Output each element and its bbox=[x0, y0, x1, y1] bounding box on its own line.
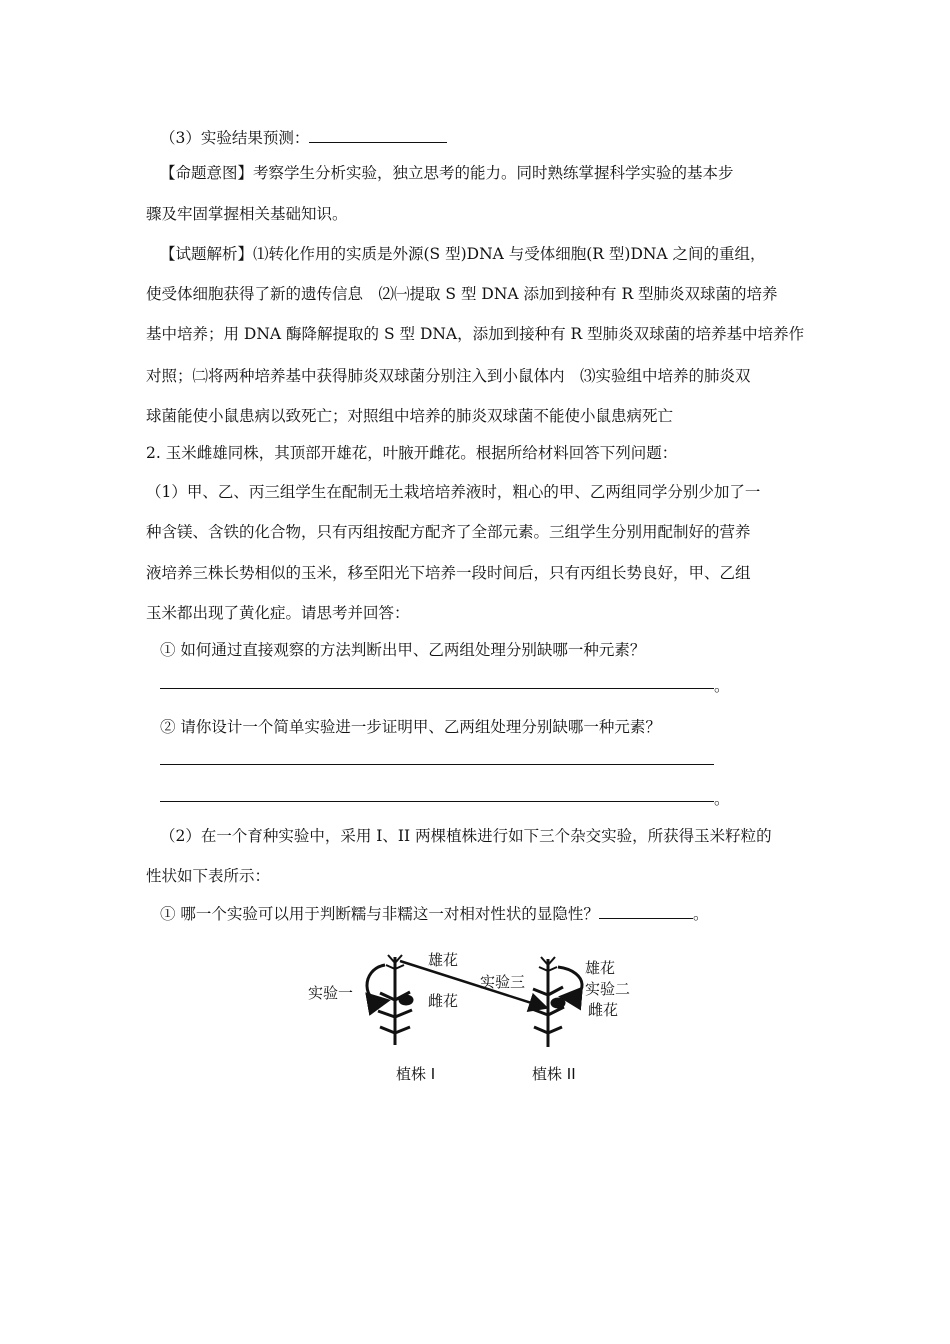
subquestion-2-line: ② 请你设计一个简单实验进一步证明甲、乙两组处理分别缺哪一种元素？ bbox=[160, 718, 661, 736]
plant-2-label: 植株 II bbox=[532, 1065, 576, 1083]
analysis-line-2: 使受体细胞获得了新的遗传信息 ⑵㈠提取 S 型 DNA 添加到接种有 R 型肺炎双球菌的培养 bbox=[146, 285, 778, 303]
answer-blank-3[interactable] bbox=[309, 127, 447, 143]
analysis-line-5: 球菌能使小鼠患病以致死亡；对照组中培养的肺炎双球菌不能使小鼠患病死亡 bbox=[146, 407, 674, 425]
answer-line-3[interactable] bbox=[160, 801, 714, 802]
question-3-text: （3）实验结果预测： bbox=[160, 129, 310, 147]
answer-blank-4[interactable] bbox=[599, 903, 693, 919]
answer-line-2[interactable] bbox=[160, 764, 714, 765]
analysis-line-4: 对照；㈡将两种培养基中获得肺炎双球菌分别注入到小鼠体内 ⑶实验组中培养的肺炎双 bbox=[146, 367, 751, 385]
analysis-line-3: 基中培养；用 DNA 酶降解提取的 S 型 DNA，添加到接种有 R 型肺炎双球菌的培养基中培养作 bbox=[146, 325, 805, 343]
female-flower-label-2: 雌花 bbox=[588, 1001, 619, 1019]
question-2-line: 2. 玉米雌雄同株，其顶部开雄花，叶腋开雌花。根据所给材料回答下列问题： bbox=[146, 444, 678, 462]
male-flower-label-1: 雄花 bbox=[428, 951, 459, 969]
intent-line-2: 骤及牢固掌握相关基础知识。 bbox=[146, 205, 348, 223]
plant-1-figure bbox=[367, 955, 412, 1045]
diagram-svg bbox=[300, 945, 650, 1090]
para1-line-1: （1）甲、乙、丙三组学生在配制无土栽培培养液时，粗心的甲、乙两组同学分别少加了一 bbox=[146, 483, 761, 501]
plant-2-figure bbox=[532, 957, 582, 1047]
analysis-line-1: 【试题解析】⑴转化作用的实质是外源(S 型)DNA 与受体细胞(R 型)DNA 之间的重组， bbox=[160, 245, 766, 263]
male-flower-label-2: 雄花 bbox=[585, 959, 616, 977]
para1-line-4: 玉米都出现了黄化症。请思考并回答： bbox=[146, 604, 410, 622]
period-mark: 。 bbox=[714, 790, 730, 808]
female-flower-label-1: 雌花 bbox=[428, 992, 459, 1010]
para1-line-2: 种含镁、含铁的化合物，只有丙组按配方配齐了全部元素。三组学生分别用配制好的营养 bbox=[146, 523, 751, 541]
para2-line-1: （2）在一个育种实验中，采用 I、II 两棵植株进行如下三个杂交实验，所获得玉米籽粒的 bbox=[160, 827, 772, 845]
corn-cross-diagram bbox=[300, 945, 650, 1090]
exp2-label: 实验二 bbox=[585, 980, 631, 998]
subquestion-3-line: ① 哪一个实验可以用于判断糯与非糯这一对相对性状的显隐性？ 。 bbox=[160, 905, 709, 923]
subquestion-1-line: ① 如何通过直接观察的方法判断出甲、乙两组处理分别缺哪一种元素？ bbox=[160, 641, 646, 659]
para1-line-3: 液培养三株长势相似的玉米，移至阳光下培养一段时间后，只有丙组长势良好，甲、乙组 bbox=[146, 564, 751, 582]
intent-line-1: 【命题意图】考察学生分析实验，独立思考的能力。同时熟练掌握科学实验的基本步 bbox=[160, 164, 734, 182]
plant-1-label: 植株 I bbox=[396, 1065, 436, 1083]
period-mark: 。 bbox=[714, 677, 730, 695]
answer-line-1[interactable] bbox=[160, 688, 714, 689]
para2-line-2: 性状如下表所示： bbox=[146, 867, 271, 885]
exp1-label: 实验一 bbox=[308, 984, 354, 1002]
exp3-label: 实验三 bbox=[480, 973, 526, 991]
question-3-line bbox=[160, 127, 447, 148]
